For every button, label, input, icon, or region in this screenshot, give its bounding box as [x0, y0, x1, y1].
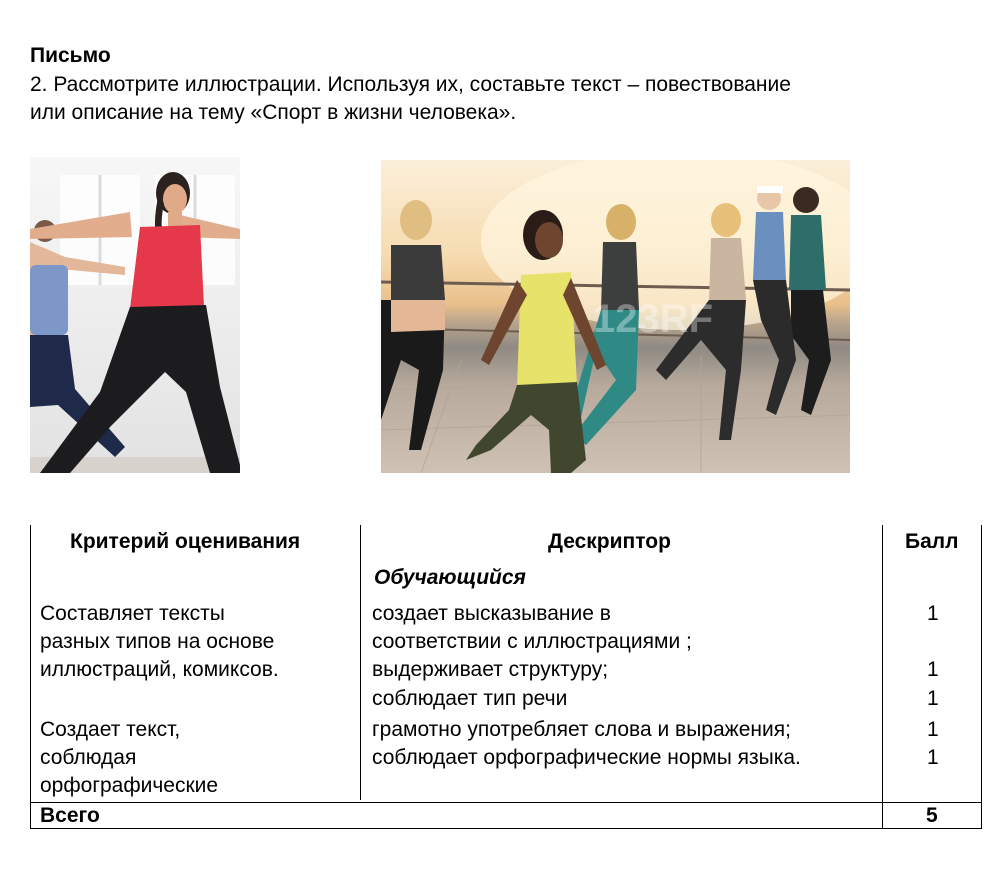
- score-value: 1: [927, 718, 939, 741]
- watermark-text: 123RF: [593, 297, 714, 341]
- header-score: Балл: [905, 530, 959, 553]
- criterion-line: разных типов на основе: [40, 630, 275, 653]
- descriptor-line: выдерживает структуру;: [372, 658, 609, 681]
- runners-photo: [381, 160, 850, 473]
- header-descriptor: Дескриптор: [548, 530, 671, 553]
- score-value: 1: [927, 602, 939, 625]
- criterion-line: Составляет тексты: [40, 602, 225, 625]
- total-score: 5: [926, 804, 938, 827]
- task-line: или описание на тему «Спорт в жизни человека».: [30, 101, 517, 124]
- task-line: 2. Рассмотрите иллюстрации. Используя их, составьте текст – повествование: [30, 73, 791, 96]
- task-text: [30, 71, 970, 127]
- descriptor-line: соблюдает орфографические нормы языка.: [372, 746, 801, 769]
- criterion-line: Создает текст,: [40, 718, 181, 741]
- aerobics-photo: [30, 157, 240, 473]
- assessment-table: [30, 522, 982, 829]
- header-criterion: Критерий оценивания: [70, 530, 301, 553]
- section-heading: Письмо: [30, 44, 111, 67]
- criterion-line: соблюдая: [40, 746, 137, 769]
- descriptor-line: соответствии с иллюстрациями ;: [372, 630, 692, 653]
- criterion-line: иллюстраций, комиксов.: [40, 658, 279, 681]
- descriptor-line: соблюдает тип речи: [372, 687, 568, 710]
- descriptor-line: создает высказывание в: [372, 602, 611, 625]
- score-value: 1: [927, 658, 939, 681]
- score-value: 1: [927, 687, 939, 710]
- total-label: Всего: [40, 804, 100, 827]
- learner-label: Обучающийся: [374, 566, 526, 589]
- score-value: 1: [927, 746, 939, 769]
- criterion-line: орфографические: [40, 774, 219, 797]
- descriptor-line: грамотно употребляет слова и выражения;: [372, 718, 791, 741]
